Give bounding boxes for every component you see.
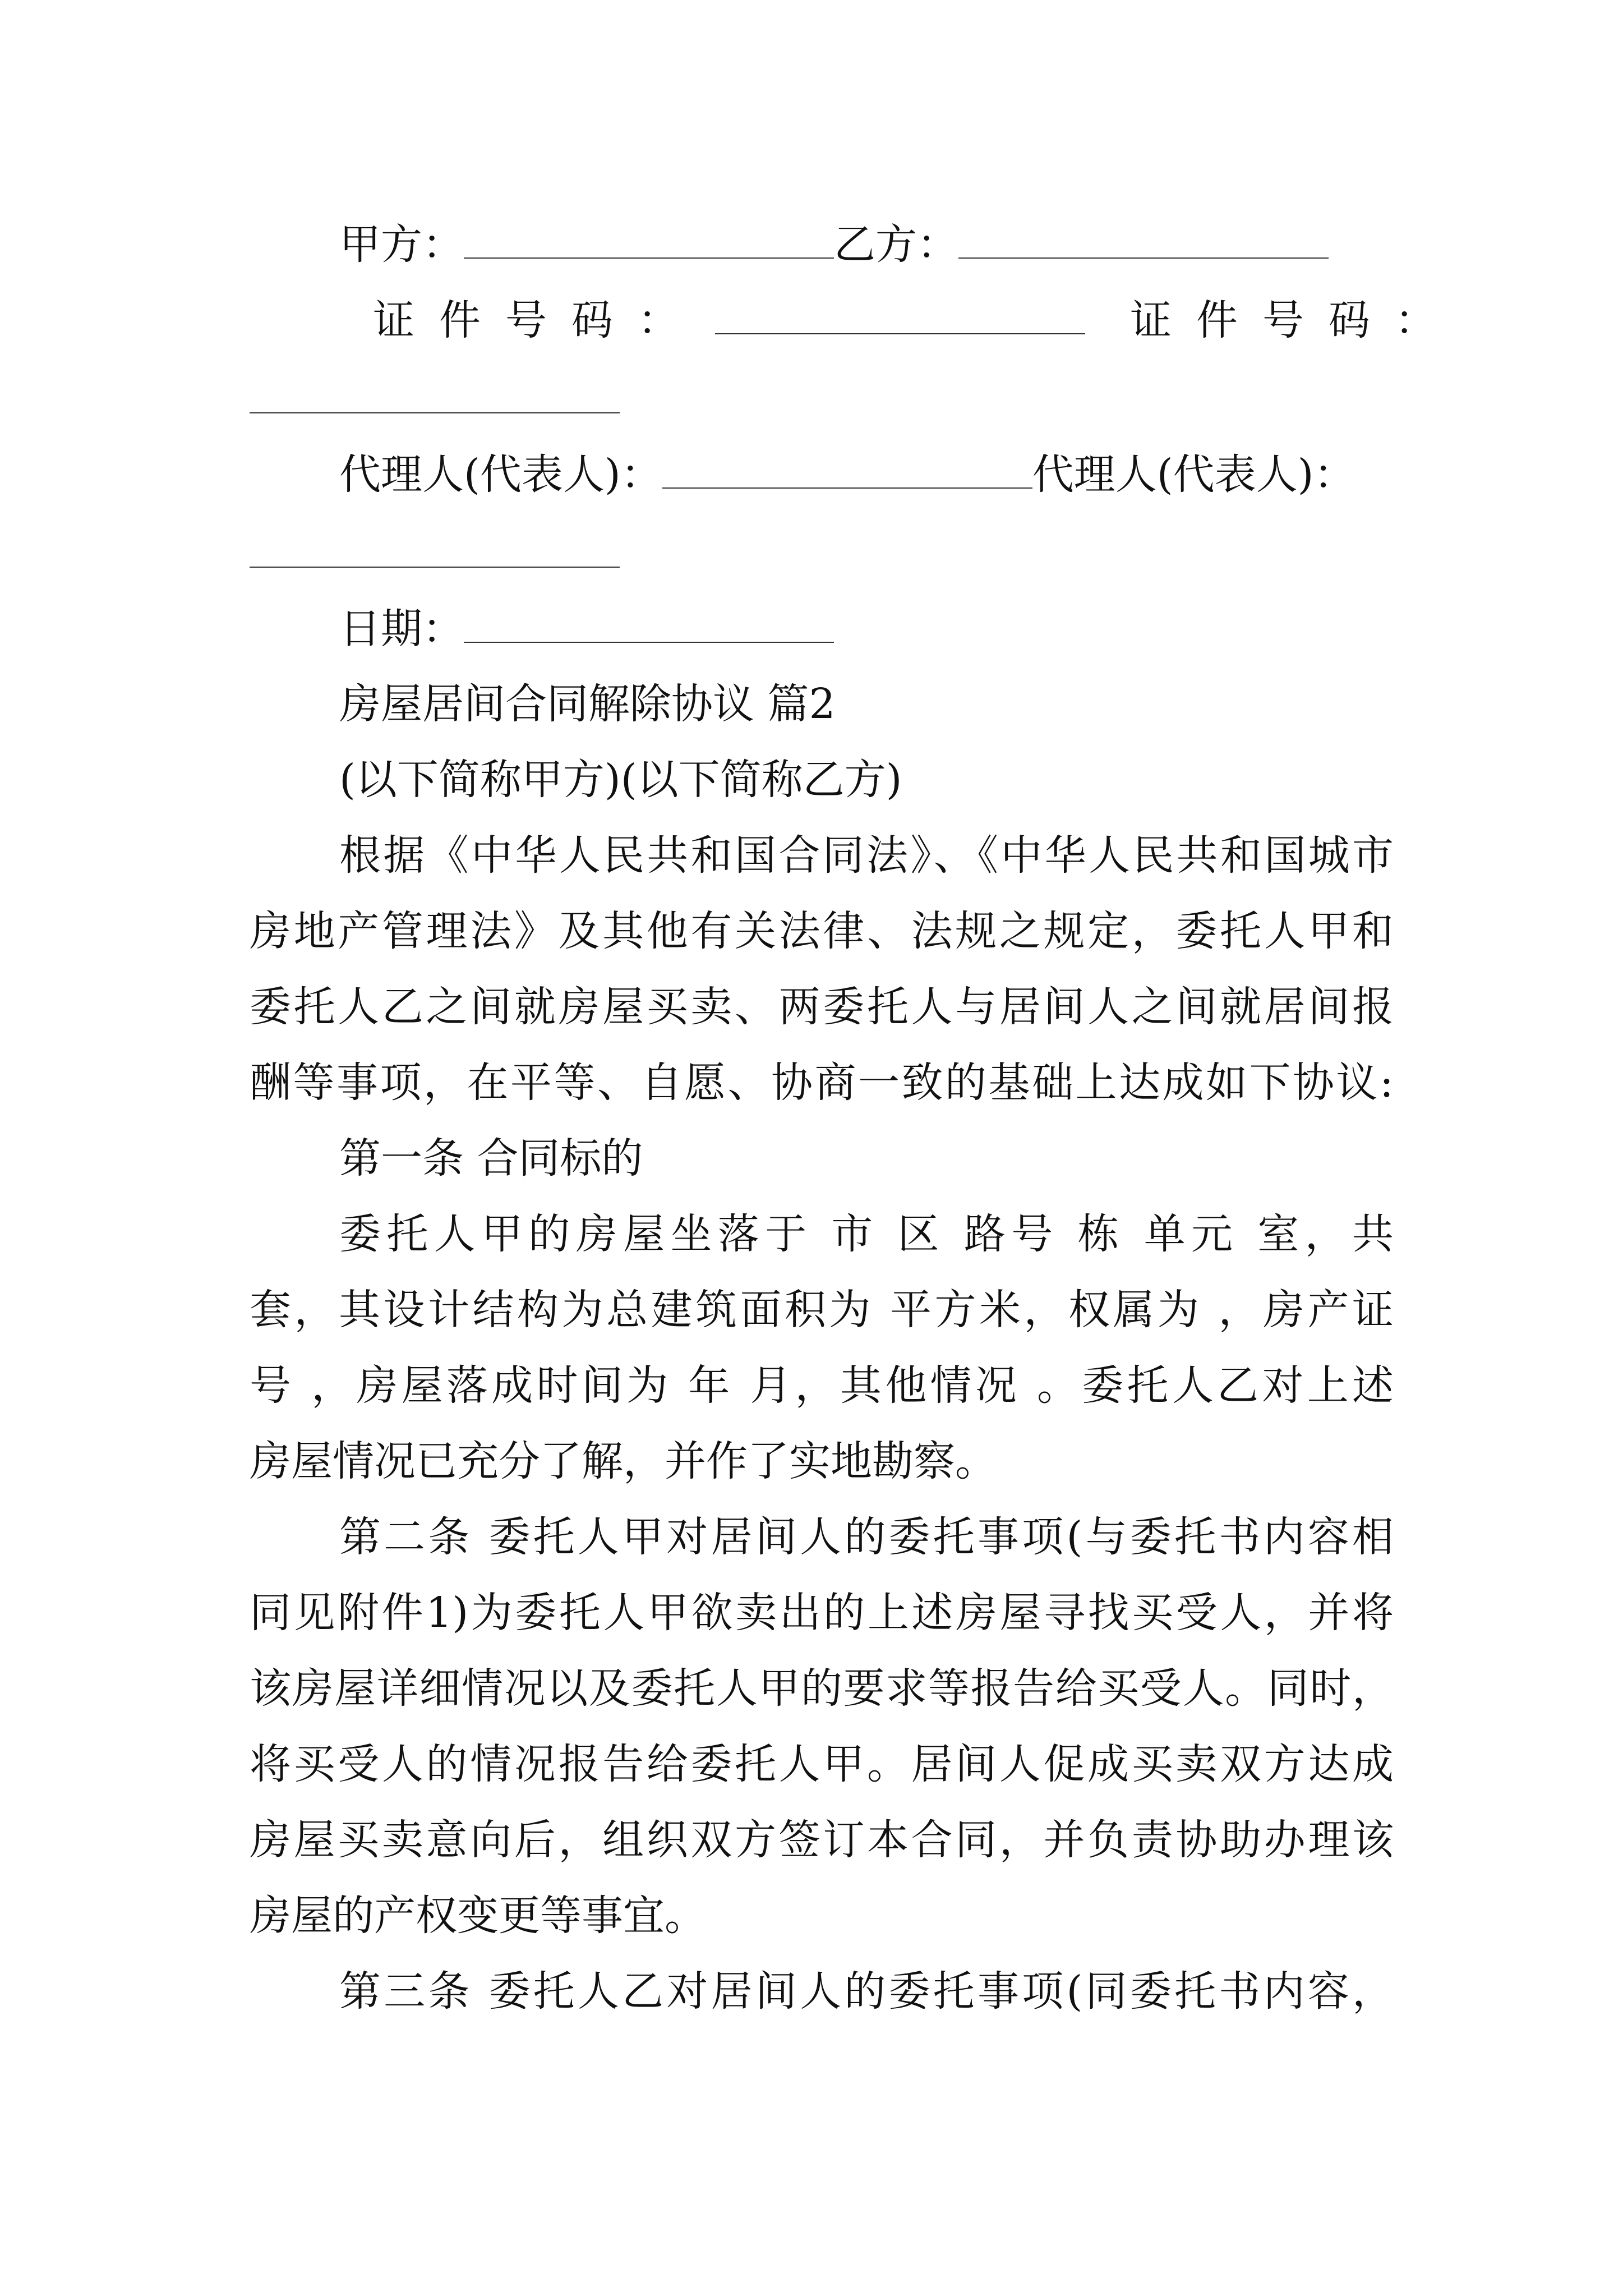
article2-line-3: 该房屋详细情况以及委托人甲的要求等报告给买受人。同时， bbox=[250, 1664, 1394, 1713]
date-line bbox=[339, 600, 1483, 657]
id-label-a: 证件号码： bbox=[373, 296, 704, 344]
intro-line-1: 根据《中华人民共和国合同法》、《中华人民共和国城市 bbox=[339, 831, 1394, 880]
article2-line-6: 房屋的产权变更等事宜。 bbox=[250, 1892, 706, 1940]
article1-title: 第一条 合同标的 bbox=[339, 1134, 643, 1182]
party-b-label: 乙方： bbox=[834, 220, 958, 269]
article2-line-1: 第二条 委托人甲对居间人的委托事项(与委托书内容相 bbox=[339, 1513, 1394, 1561]
intro-line-4: 酬等事项，在平等、自愿、协商一致的基础上达成如下协议: bbox=[250, 1059, 1394, 1107]
date-blank bbox=[464, 600, 834, 643]
party-a-label: 甲方： bbox=[339, 220, 464, 269]
agent-line bbox=[339, 446, 1483, 503]
article1-line-1: 委托人甲的房屋坐落于 市 区 路号 栋 单元 室，共 bbox=[339, 1210, 1394, 1258]
agent-label-a: 代理人(代表人)： bbox=[339, 450, 662, 499]
intro-line-2: 房地产管理法》及其他有关法律、法规之规定，委托人甲和 bbox=[250, 907, 1394, 955]
id-a-blank bbox=[715, 292, 1085, 334]
parties-line: (以下简称甲方)(以下简称乙方) bbox=[339, 756, 902, 804]
party-a-line bbox=[339, 216, 1483, 273]
agent-label-b: 代理人(代表人)： bbox=[1032, 450, 1355, 499]
party-b-blank bbox=[958, 216, 1329, 259]
article1-line-2: 套，其设计结构为总建筑面积为 平方米，权属为 ，房产证 bbox=[250, 1286, 1394, 1334]
agent-a-blank bbox=[662, 446, 1032, 489]
article2-line-5: 房屋买卖意向后，组织双方签订本合同，并负责协助办理该 bbox=[250, 1816, 1394, 1864]
id-number-line bbox=[339, 292, 1483, 348]
id-b-blank bbox=[250, 411, 620, 413]
article1-line-3: 号 ，房屋落成时间为 年 月，其他情况 。委托人乙对上述 bbox=[250, 1361, 1394, 1410]
article2-line-2: 同见附件1)为委托人甲欲卖出的上述房屋寻找买受人，并将 bbox=[250, 1589, 1394, 1637]
party-a-blank bbox=[464, 216, 834, 259]
article3-line-1: 第三条 委托人乙对居间人的委托事项(同委托书内容， bbox=[339, 1967, 1394, 2016]
intro-line-3: 委托人乙之间就房屋买卖、两委托人与居间人之间就居间报 bbox=[250, 983, 1394, 1031]
id-label-b: 证件号码： bbox=[1130, 296, 1461, 344]
date-label: 日期： bbox=[339, 605, 464, 653]
agreement-heading: 房屋居间合同解除协议 篇2 bbox=[339, 680, 836, 728]
article1-line-4: 房屋情况已充分了解，并作了实地勘察。 bbox=[250, 1437, 997, 1485]
article2-line-4: 将买受人的情况报告给委托人甲。居间人促成买卖双方达成 bbox=[250, 1740, 1394, 1788]
agent-b-blank bbox=[250, 565, 620, 568]
